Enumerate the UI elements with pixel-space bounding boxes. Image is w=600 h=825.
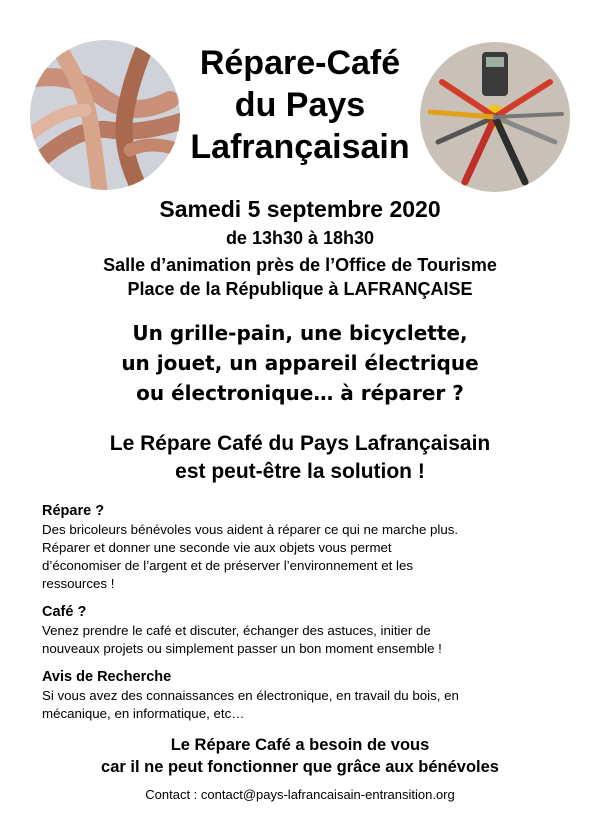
section-line: Si vous avez des connaissances en électronique, en travail du bois, en (42, 688, 459, 703)
event-time: de 13h30 à 18h30 (225, 228, 375, 248)
section-line: d’économiser de l’argent et de préserver l’environnement et les (42, 558, 414, 573)
title-line: Répare-Café (199, 44, 401, 82)
event-date: Samedi 5 septembre 2020 (159, 196, 441, 222)
title-line: Lafrançaisain (190, 128, 410, 166)
event-place: Place de la République à LAFRANÇAISE (127, 279, 473, 299)
page-title (150, 42, 450, 168)
section-cafe (42, 602, 582, 658)
section-repare (42, 501, 582, 593)
solution-line: Le Répare Café du Pays Lafrançaisain (109, 432, 491, 455)
solution-line: est peut-être la solution ! (175, 460, 425, 483)
tagline-line: un jouet, un appareil électrique (121, 351, 479, 375)
needs-line: car il ne peut fonctionner que grâce aux bénévoles (101, 758, 499, 776)
tagline-line: ou électronique… à réparer ? (136, 381, 464, 405)
section-heading: Répare ? (42, 503, 105, 519)
needs-line: Le Répare Café a besoin de vous (170, 736, 430, 754)
contact-line: Contact : contact@pays-lafrancaisain-entransition.org (145, 787, 455, 802)
section-line: nouveaux projets ou simplement passer un bon moment ensemble ! (42, 641, 442, 656)
section-line: ressources ! (42, 576, 115, 591)
tagline-line: Un grille-pain, une bicyclette, (132, 321, 468, 345)
section-heading: Avis de Recherche (42, 669, 172, 685)
section-heading: Café ? (42, 604, 87, 620)
title-line: du Pays (234, 86, 366, 124)
section-line: mécanique, en informatique, etc… (42, 706, 245, 721)
section-avis-de-recherche (42, 667, 582, 723)
volunteers-needed (0, 734, 600, 778)
section-line: Réparer et donner une seconde vie aux objets vous permet (42, 540, 392, 555)
tagline (0, 318, 600, 408)
section-line: Des bricoleurs bénévoles vous aident à réparer ce qui ne marche plus. (42, 522, 459, 537)
section-line: Venez prendre le café et discuter, échanger des astuces, initier de (42, 623, 431, 638)
solution-statement (0, 430, 600, 486)
event-venue: Salle d’animation près de l’Office de Tourisme (103, 255, 497, 275)
